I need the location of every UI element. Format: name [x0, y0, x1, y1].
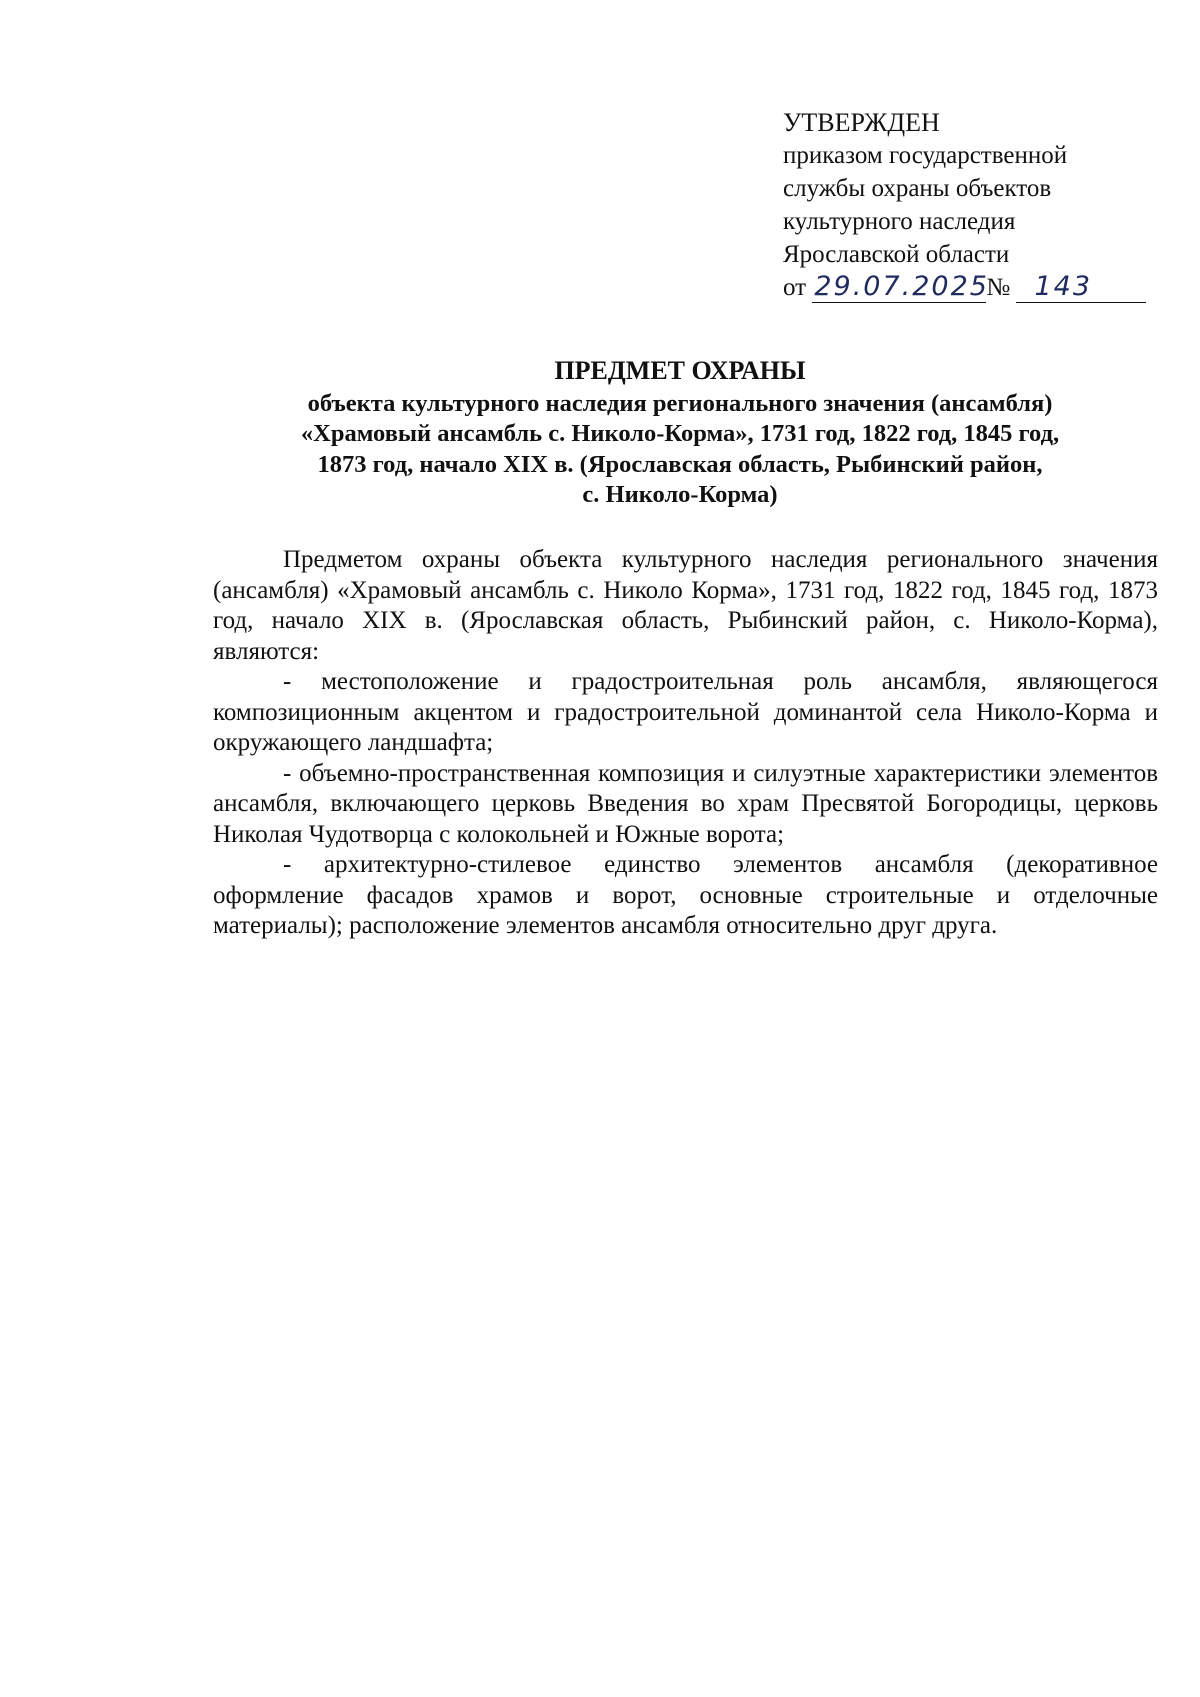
order-number-field [1016, 273, 1146, 303]
date-prefix: от [783, 274, 807, 301]
approval-heading: УТВЕРЖДЕН [783, 108, 940, 137]
list-item: - объемно-пространственная композиция и силуэтные характеристики элементов ансамбля, включающего церковь Введения во храм Пресвятой Богородицы, церковь Николая Чудотворца с колокольней и Южные ворота; [213, 759, 1158, 848]
approval-line: культурного наследия [783, 208, 1016, 235]
list-item: - архитектурно-стилевое единство элементов ансамбля (декоративное оформление фасадов храмов и ворот, основные строительные и отделочные материалы); расположение элементов ансамбля относительно друг друга. [213, 851, 1158, 939]
number-sign: № [986, 274, 1011, 301]
approval-line: службы охраны объектов [783, 175, 1052, 202]
handwritten-date: 29.07.2025 [814, 271, 989, 302]
approval-line: Ярославской области [783, 241, 1010, 268]
intro-paragraph: Предметом охраны объекта культурного наследия регионального значения (ансамбля) «Храмовый ансамбль с. Николо Корма», 1731 год, 1822 год, 1845 год, 1873 год, начало XIX в. (Ярославская область, Рыбинский район, с. Николо-Корма), являются: [213, 546, 1158, 665]
list-item: - местоположение и градостроительная роль ансамбля, являющегося композиционным акцентом и градостроительной доминантой села Николо-Корма и окружающего ландшафта; [213, 668, 1158, 756]
title-subtitle-line: «Храмовый ансамбль с. Николо-Корма», 1731 год, 1822 год, 1845 год, [300, 420, 1060, 447]
document-title-block [210, 356, 1150, 511]
title-subtitle-line: с. Николо-Корма) [582, 481, 778, 508]
approval-line: приказом государственной [783, 142, 1068, 169]
document-body [213, 545, 1158, 942]
document-title: ПРЕДМЕТ ОХРАНЫ [554, 356, 806, 385]
order-date-number-line [783, 271, 1143, 304]
order-date-field [812, 271, 989, 303]
approval-block [783, 106, 1143, 304]
title-subtitle-line: 1873 год, начало XIX в. (Ярославская область, Рыбинский район, [317, 450, 1043, 478]
handwritten-number: 143 [1034, 271, 1093, 302]
title-subtitle-line: объекта культурного наследия регионального значения (ансамбля) [307, 389, 1053, 417]
